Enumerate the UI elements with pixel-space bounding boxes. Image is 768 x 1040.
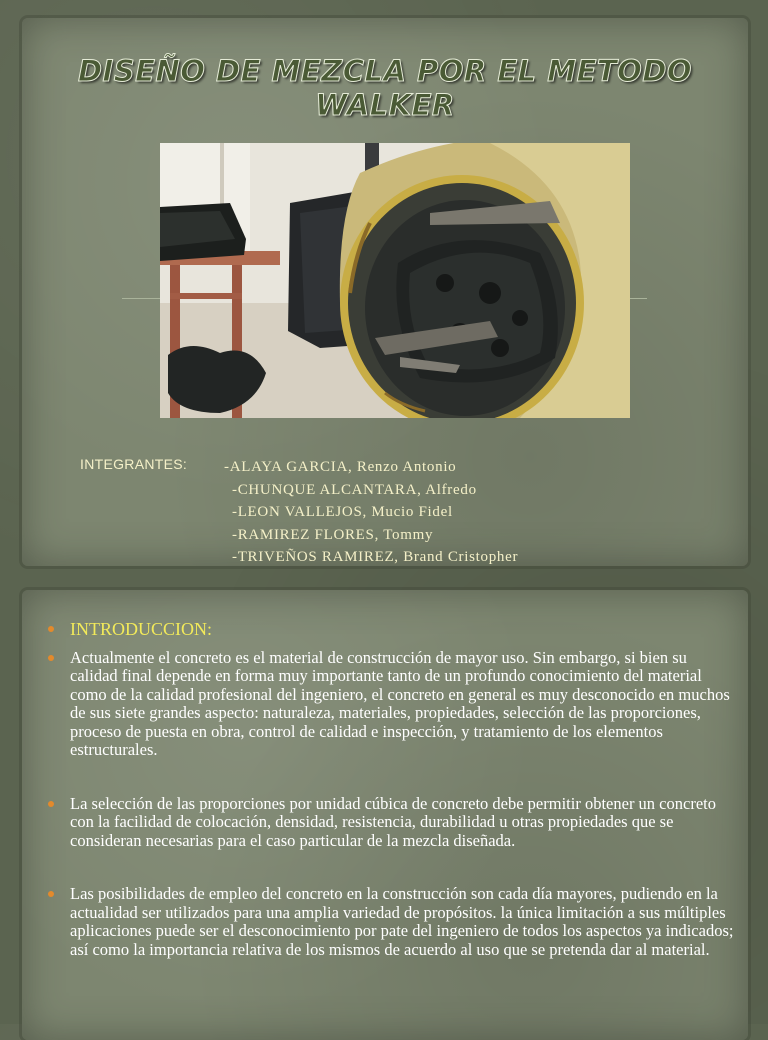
paragraph-text: Actualmente el concreto es el material de construcción de mayor uso. Sin embargo, si bien su calidad final depende en forma muy importante tanto de un profundo conocimiento del material como de la calidad profesional del ingeniero, el concreto en general es muy desconocido en muchos de sus siete grandes aspecto: naturaleza, materiales, propiedades, selección de las proporciones, proceso de puesta en obra, control de calidad e inspección, y tratamiento de los elementos estructurales. — [70, 647, 730, 759]
introduction-paragraph — [44, 795, 734, 851]
slide-title-line-1: DISEÑO DE MEZCLA POR EL METODO — [77, 54, 693, 88]
introduction-slide — [22, 590, 748, 1040]
member-item: -LEON VALLEJOS, Mucio Fidel — [232, 504, 453, 520]
introduction-heading-item — [44, 620, 734, 639]
introduction-heading: INTRODUCCION: — [70, 619, 212, 639]
introduction-paragraph — [44, 649, 734, 760]
introduction-list — [44, 620, 734, 994]
slide-title-line-2: WALKER — [315, 88, 455, 122]
introduction-paragraph — [44, 885, 734, 959]
member-item: -RAMIREZ FLORES, Tommy — [232, 526, 434, 543]
decorative-rule-right — [627, 298, 647, 299]
member-item: -CHUNQUE ALCANTARA, Alfredo — [232, 481, 477, 498]
members-label: INTEGRANTES: — [80, 456, 188, 472]
bullet-icon — [48, 626, 54, 632]
member-item: -TRIVEÑOS RAMIREZ, Brand Cristopher — [232, 549, 519, 565]
paragraph-text: Las posibilidades de empleo del concreto en la construcción son cada día mayores, pudiendo en la actualidad ser utilizados para una amplia variedad de propósitos. la única limitación a sus múltiples aplicaciones puede ser el desconocimiento por pate del ingeniero de todos los aspectos ya indicados; así como la importancia relativa de los mismos de acuerdo al uso que se pretenda dar al material. — [70, 884, 734, 959]
bullet-icon — [48, 891, 54, 897]
bullet-icon — [48, 655, 54, 661]
decorative-rule-left — [122, 298, 162, 299]
concrete-mixer-photo — [160, 143, 630, 418]
title-slide — [22, 18, 748, 566]
member-item: -ALAYA GARCIA, Renzo Antonio — [224, 459, 457, 475]
slide-title — [22, 54, 748, 122]
paragraph-text: La selección de las proporciones por unidad cúbica de concreto debe permitir obtener un concreto con la facilidad de colocación, densidad, resistencia, durabilidad u otras propiedades que se consideran necesarias para el caso particular de la mezcla diseñada. — [70, 793, 716, 850]
bullet-icon — [48, 801, 54, 807]
members-list — [224, 456, 518, 569]
